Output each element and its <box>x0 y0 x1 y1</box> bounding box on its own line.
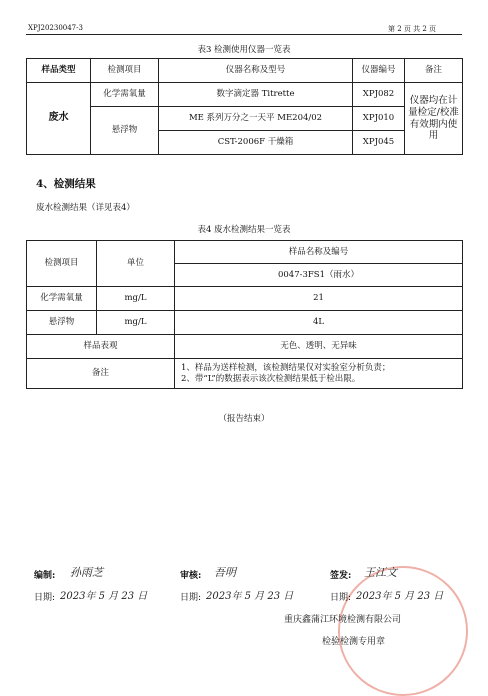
sample-type-cell: 废水 <box>27 83 91 155</box>
table4-header-row <box>27 241 463 264</box>
prepared-label: 编制: <box>34 571 56 581</box>
th-remark: 备注 <box>405 59 463 83</box>
th-instrument-id: 仪器编号 <box>353 59 405 83</box>
note-line: 2、带“L”的数据表示该次检测结果低于检出限。 <box>181 373 361 384</box>
th-unit: 单位 <box>97 241 175 287</box>
result-item-cell: 化学需氧量 <box>27 287 97 311</box>
table-row <box>27 311 463 335</box>
seal-text: 检验检测专用章 <box>322 637 386 647</box>
table4-caption: 表4 废水检测结果一览表 <box>197 225 291 235</box>
th-sample-name: 样品名称及编号 <box>175 241 463 264</box>
date-label-2: 日期: <box>180 593 202 603</box>
date-2: 2023年 5 月 23 日 <box>206 591 294 602</box>
company-seal <box>338 566 468 696</box>
table-row <box>27 359 463 389</box>
table-row <box>27 83 463 107</box>
th-instrument: 仪器名称及型号 <box>159 59 353 83</box>
notes-label: 备注 <box>27 359 175 389</box>
result-item-cell: 悬浮物 <box>27 311 97 335</box>
sample-code-cell: 0047-3FS1（雨水） <box>175 264 463 287</box>
review-label: 审核: <box>180 571 202 581</box>
th-test-item: 检测项目 <box>91 59 159 83</box>
instrument-cell: 数字滴定器 Titrette <box>159 83 353 107</box>
result-unit-cell: mg/L <box>97 287 175 311</box>
review-signature: 吾明 <box>214 566 236 579</box>
section-title: 4、检测结果 <box>36 178 96 190</box>
notes-cell <box>175 359 463 389</box>
instrument-id-cell: XPJ010 <box>353 107 405 131</box>
remark-cell: 仪器均在计量检定/校准有效期内使用 <box>405 83 463 155</box>
instrument-cell: ME 系列万分之一天平 ME204/02 <box>159 107 353 131</box>
note-line: 1、样品为送样检测，该检测结果仅对实验室分析负责； <box>181 362 391 373</box>
header-rule <box>26 34 462 35</box>
appearance-label: 样品表观 <box>27 335 175 359</box>
instrument-cell: CST-2006F 干燥箱 <box>159 131 353 155</box>
instrument-table <box>26 58 463 155</box>
instrument-id-cell: XPJ082 <box>353 83 405 107</box>
table-row <box>27 287 463 311</box>
result-value-cell: 4L <box>175 311 463 335</box>
date-label-3: 日期: <box>330 593 352 603</box>
table-row <box>27 335 463 359</box>
issue-label: 签发: <box>330 571 352 581</box>
table-row <box>27 107 463 131</box>
test-item-cell: 悬浮物 <box>91 107 159 155</box>
table3-caption: 表3 检测使用仪器一览表 <box>197 45 291 55</box>
instrument-id-cell: XPJ045 <box>353 131 405 155</box>
date-3: 2023年 5 月 23 日 <box>356 591 444 602</box>
result-value-cell: 21 <box>175 287 463 311</box>
company-name: 重庆鑫蒲江环境检测有限公司 <box>284 615 402 625</box>
result-unit-cell: mg/L <box>97 311 175 335</box>
th-test-item: 检测项目 <box>27 241 97 287</box>
issue-signature: 王江文 <box>364 566 397 579</box>
prepared-signature: 孙雨芝 <box>70 566 103 579</box>
results-table <box>26 240 463 389</box>
date-label-1: 日期: <box>34 593 56 603</box>
th-sample-type: 样品类型 <box>27 59 91 83</box>
end-text: （报告结束） <box>218 414 270 424</box>
section-intro: 废水检测结果（详见表4） <box>36 203 135 213</box>
page-indicator: 第 2 页 共 2 页 <box>388 25 437 33</box>
date-1: 2023年 5 月 23 日 <box>60 591 148 602</box>
table3-header-row <box>27 59 463 83</box>
test-item-cell: 化学需氧量 <box>91 83 159 107</box>
appearance-value: 无色、透明、无异味 <box>175 335 463 359</box>
report-number: XPJ20230047-3 <box>28 24 83 32</box>
